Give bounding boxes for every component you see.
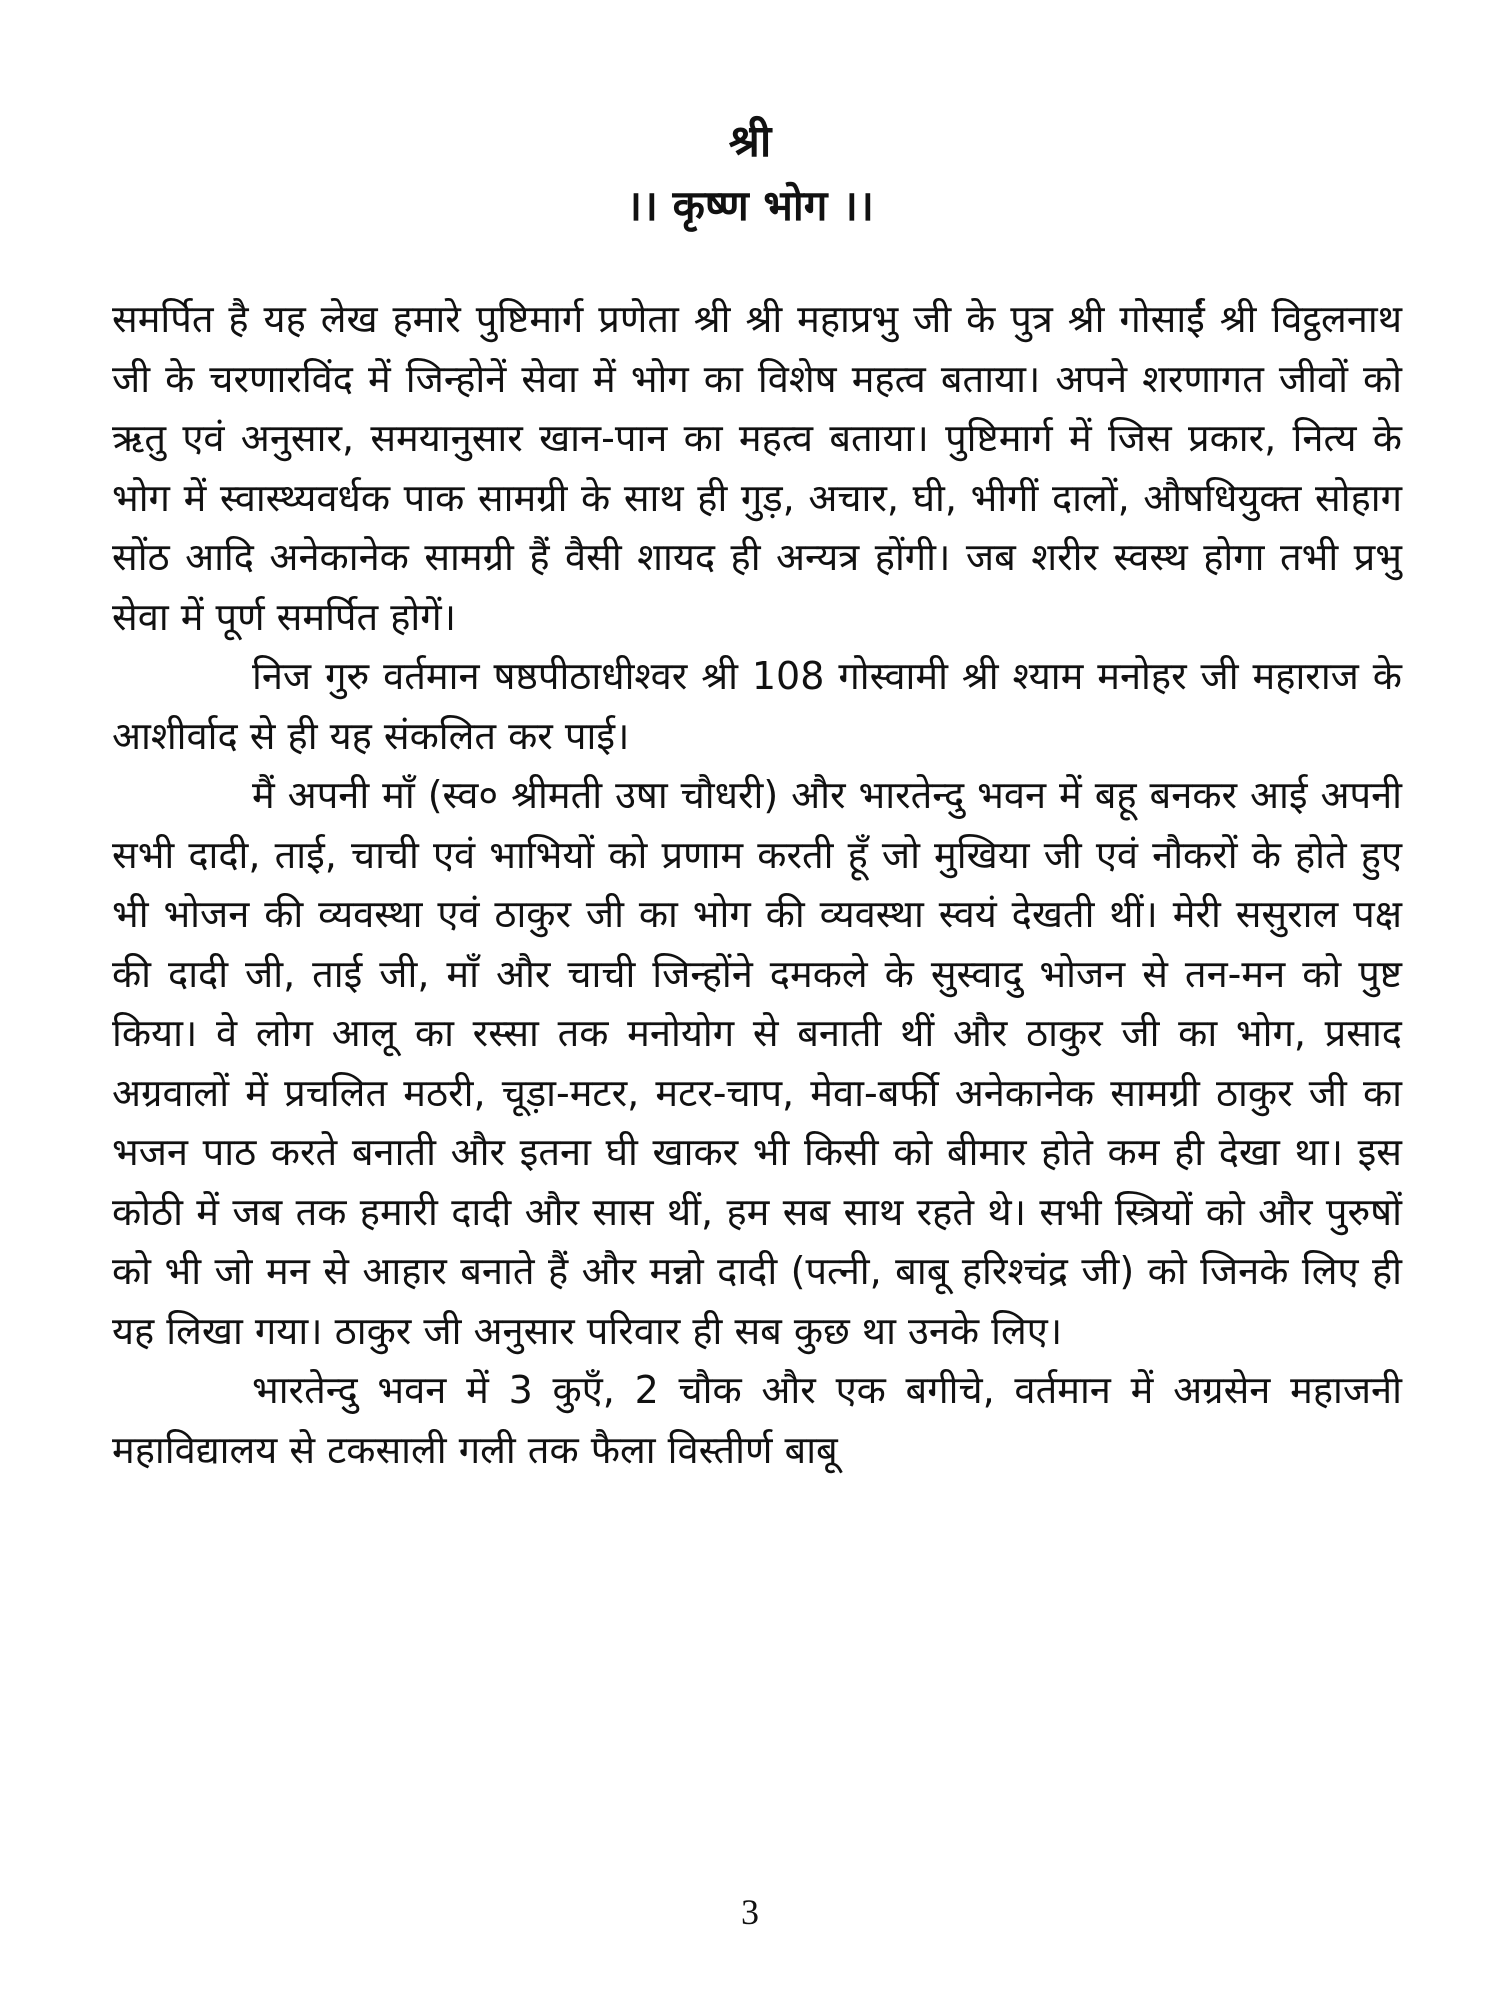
invocation-heading: श्री xyxy=(728,116,772,167)
paragraph-dedication: समर्पित है यह लेख हमारे पुष्टिमार्ग प्रणेता श्री श्री महाप्रभु जी के पुत्र श्री गोसाईं श्री विट्ठलनाथ जी के चरणारविंद में जिन्होनें सेवा में भोग का विशेष महत्व बताया। अपने शरणागत जीवों को ऋतु एवं अनुसार, समयानुसार खान-पान का महत्व बताया। पुष्टिमार्ग में जिस प्रकार, नित्य के भोग में स्वास्थ्यवर्धक पाक सामग्री के साथ ही गुड़, अचार, घी, भीगीं दालों, औषधियुक्त सोहाग सोंठ आदि अनेकानेक सामग्री हैं वैसी शायद ही अन्यत्र होंगी। जब शरीर स्वस्थ होगा तभी प्रभु सेवा में पूर्ण समर्पित होगें। xyxy=(112,297,1402,639)
page-number: 3 xyxy=(741,1892,759,1932)
paragraph-bhartendu-bhavan: भारतेन्दु भवन में 3 कुएँ, 2 चौक और एक बगीचे, वर्तमान में अग्रसेन महाजनी महाविद्यालय से टकसाली गली तक फैला विस्तीर्ण बाबू xyxy=(112,1368,1402,1472)
paragraph-family-tribute: मैं अपनी माँ (स्व० श्रीमती उषा चौधरी) और भारतेन्दु भवन में बहू बनकर आई अपनी सभी दादी, ताई, चाची एवं भाभियों को प्रणाम करती हूँ जो मुखिया जी एवं नौकरों के होते हुए भी भोजन की व्यवस्था एवं ठाकुर जी का भोग की व्यवस्था स्वयं देखती थीं। मेरी ससुराल पक्ष की दादी जी, ताई जी, माँ और चाची जिन्होंने दमकले के सुस्वादु भोजन से तन-मन को पुष्ट किया। वे लोग आलू का रस्सा तक मनोयोग से बनाती थीं और ठाकुर जी का भोग, प्रसाद अग्रवालों में प्रचलित मठरी, चूड़ा-मटर, मटर-चाप, मेवा-बर्फी अनेकानेक सामग्री ठाकुर जी का भजन पाठ करते बनाती और इतना घी खाकर भी किसी को बीमार होते कम ही देखा था। इस कोठी में जब तक हमारी दादी और सास थीं, हम सब साथ रहते थे। सभी स्त्रियों को और पुरुषों को भी जो मन से आहार बनाते हैं और मन्नो दादी (पत्नी, बाबू हरिश्चंद्र जी) को जिनके लिए ही यह लिखा गया। ठाकुर जी अनुसार परिवार ही सब कुछ था उनके लिए। xyxy=(112,773,1402,1353)
body-text xyxy=(112,290,1402,1480)
paragraph-guru-blessing: निज गुरु वर्तमान षष्ठपीठाधीश्वर श्री 108 गोस्वामी श्री श्याम मनोहर जी महाराज के आशीर्वाद से ही यह संकलित कर पाई। xyxy=(112,654,1402,758)
page-title: ।। कृष्ण भोग ।। xyxy=(626,181,874,230)
